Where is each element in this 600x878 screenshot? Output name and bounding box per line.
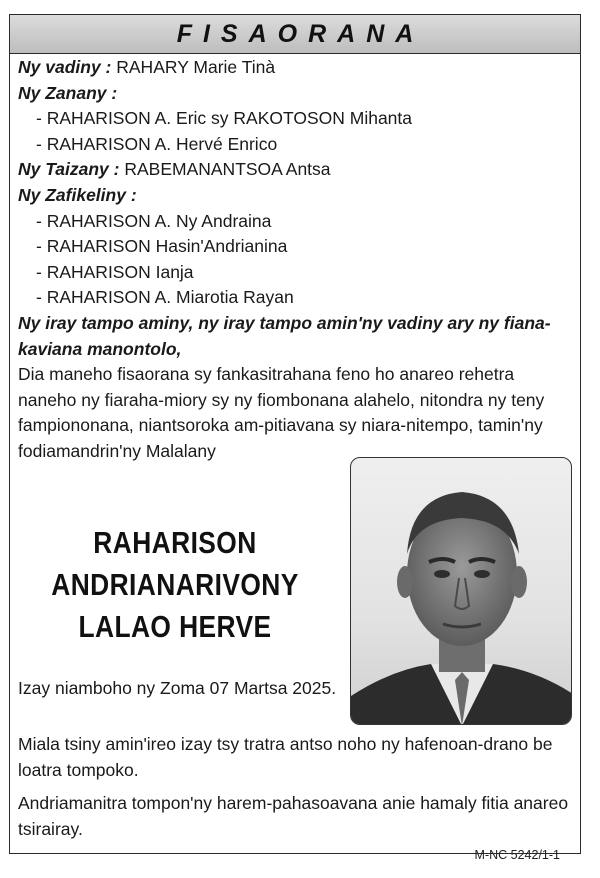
children-label: Ny Zanany : <box>18 82 118 103</box>
grandchild-item: - RAHARISON A. Ny Andraina <box>36 210 272 231</box>
name-line: LALAO HERVE <box>78 609 272 644</box>
spouse-name: RAHARY Marie Tinà <box>116 57 276 77</box>
sibling-line <box>18 157 578 183</box>
sibling-label: Ny Taizany : <box>18 159 120 180</box>
apology-line: loatra tompoko. <box>18 759 139 780</box>
child-item: - RAHARISON A. Eric sy RAKOTOSON Mihanta <box>36 108 413 129</box>
family-section <box>18 55 578 465</box>
message-line: fampiononana, niantsoroka am-pitiavana sy niara-nitempo, tamin'ny <box>18 415 543 436</box>
deceased-name <box>43 522 307 648</box>
apology-paragraph <box>18 732 578 783</box>
child-item: - RAHARISON A. Hervé Enrico <box>36 133 278 154</box>
grandchild-item: - RAHARISON Ianja <box>36 261 194 282</box>
portrait-illustration <box>351 458 572 725</box>
grandchildren-label: Ny Zafikeliny : <box>18 184 137 205</box>
portrait-photo <box>350 457 572 725</box>
spouse-label: Ny vadiny : <box>18 57 112 77</box>
spouse-line <box>18 55 578 81</box>
blessing-line: Andriamanitra tompon'ny harem-pahasoavana anie hamaly fitia anareo <box>18 793 569 813</box>
apology-line: Miala tsiny amin'ireo izay tsy tratra antso noho ny hafenoan-drano be <box>18 734 553 754</box>
name-line: RAHARISON <box>93 525 257 560</box>
name-line: ANDRIANARIVONY <box>51 567 299 602</box>
message-line: fodiamandrin'ny Malalany <box>18 440 216 461</box>
message-line: naneho ny fiaraha-miory sy ny fiombonana alahelo, nitondra ny teny <box>18 389 545 410</box>
header-banner <box>10 15 580 54</box>
message-line: Dia maneho fisaorana sy fankasitrahana feno ho anareo rehetra <box>18 364 515 385</box>
sibling-name: RABEMANANTSOA Antsa <box>124 159 331 180</box>
intro-line: kaviana manontolo, <box>18 338 182 359</box>
death-date-line: Izay niamboho ny Zoma 07 Martsa 2025. <box>18 678 337 698</box>
reference-code: M-NC 5242/1-1 <box>474 848 560 862</box>
intro-line: Ny iray tampo aminy, ny iray tampo amin'ny vadiny ary ny fiana- <box>18 312 551 333</box>
grandchild-item: - RAHARISON A. Miarotia Rayan <box>36 287 294 308</box>
blessing-paragraph <box>18 791 578 842</box>
notice-title: FISAORANA <box>176 19 425 48</box>
blessing-line: tsirairay. <box>18 818 83 839</box>
grandchild-item: - RAHARISON Hasin'Andrianina <box>36 236 288 257</box>
